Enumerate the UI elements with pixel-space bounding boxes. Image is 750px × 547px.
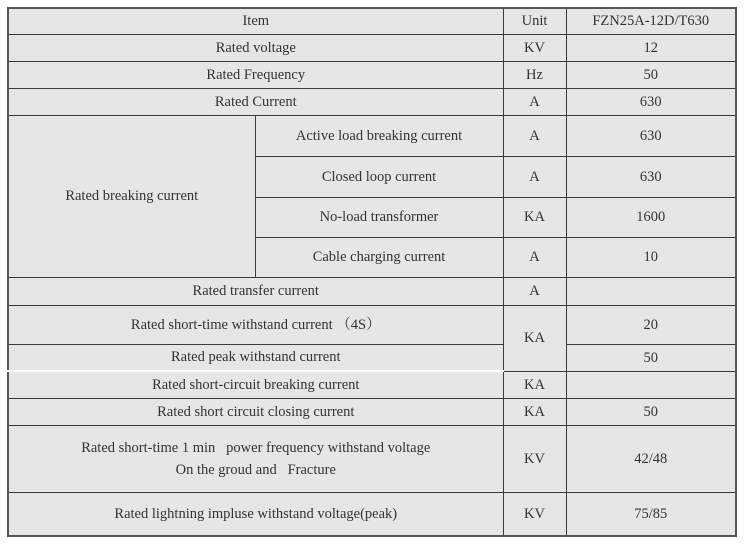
group-label-cell: Rated breaking current [8,115,255,277]
header-model: FZN25A-12D/T630 [566,8,736,34]
unit-cell: KV [503,425,566,492]
unit-cell: KA [503,305,566,371]
unit-cell: KV [503,34,566,61]
value-cell: 1600 [566,197,736,237]
item-cell: Rated short-time withstand current （4S） [8,305,503,344]
table-row [8,61,736,88]
value-cell: 50 [566,344,736,371]
item-cell: Rated lightning impluse withstand voltage(peak) [8,492,503,536]
item-cell: Rated Current [8,88,503,115]
value-cell: 12 [566,34,736,61]
table-row [8,277,736,305]
value-cell [566,371,736,398]
value-cell: 630 [566,115,736,156]
value-cell: 42/48 [566,425,736,492]
sub-item-cell: Closed loop current [255,156,503,197]
value-cell: 20 [566,305,736,344]
item-line-1: Rated short-time 1 min power frequency withstand voltage [81,439,431,456]
unit-cell: A [503,277,566,305]
table-row [8,305,736,344]
unit-cell: Hz [503,61,566,88]
table-row [8,34,736,61]
item-cell: Rated short circuit closing current [8,398,503,425]
sub-item-cell: Active load breaking current [255,115,503,156]
unit-cell: A [503,88,566,115]
table-row [8,398,736,425]
unit-cell: A [503,156,566,197]
value-cell [566,277,736,305]
value-cell: 630 [566,88,736,115]
value-cell: 10 [566,237,736,277]
item-line-2: On the groud and Fracture [175,461,336,478]
header-unit: Unit [503,8,566,34]
value-cell: 75/85 [566,492,736,536]
table-row [8,344,736,371]
sub-item-cell: Cable charging current [255,237,503,277]
unit-cell: A [503,115,566,156]
item-cell: Rated voltage [8,34,503,61]
specification-table [7,7,737,537]
item-cell: Rated transfer current [8,277,503,305]
item-cell: Rated short-circuit breaking current [8,371,503,398]
table-row [8,492,736,536]
header-row [8,8,736,34]
sub-item-cell: No-load transformer [255,197,503,237]
item-cell [8,425,503,492]
value-cell: 630 [566,156,736,197]
item-cell: Rated Frequency [8,61,503,88]
table-row [8,425,736,492]
unit-cell: KA [503,371,566,398]
table-row [8,88,736,115]
value-cell: 50 [566,398,736,425]
unit-cell: KA [503,197,566,237]
header-item: Item [8,8,503,34]
value-cell: 50 [566,61,736,88]
unit-cell: KA [503,398,566,425]
table-row [8,115,736,156]
unit-cell: A [503,237,566,277]
table-row [8,371,736,398]
item-cell: Rated peak withstand current [8,344,503,371]
unit-cell: KV [503,492,566,536]
